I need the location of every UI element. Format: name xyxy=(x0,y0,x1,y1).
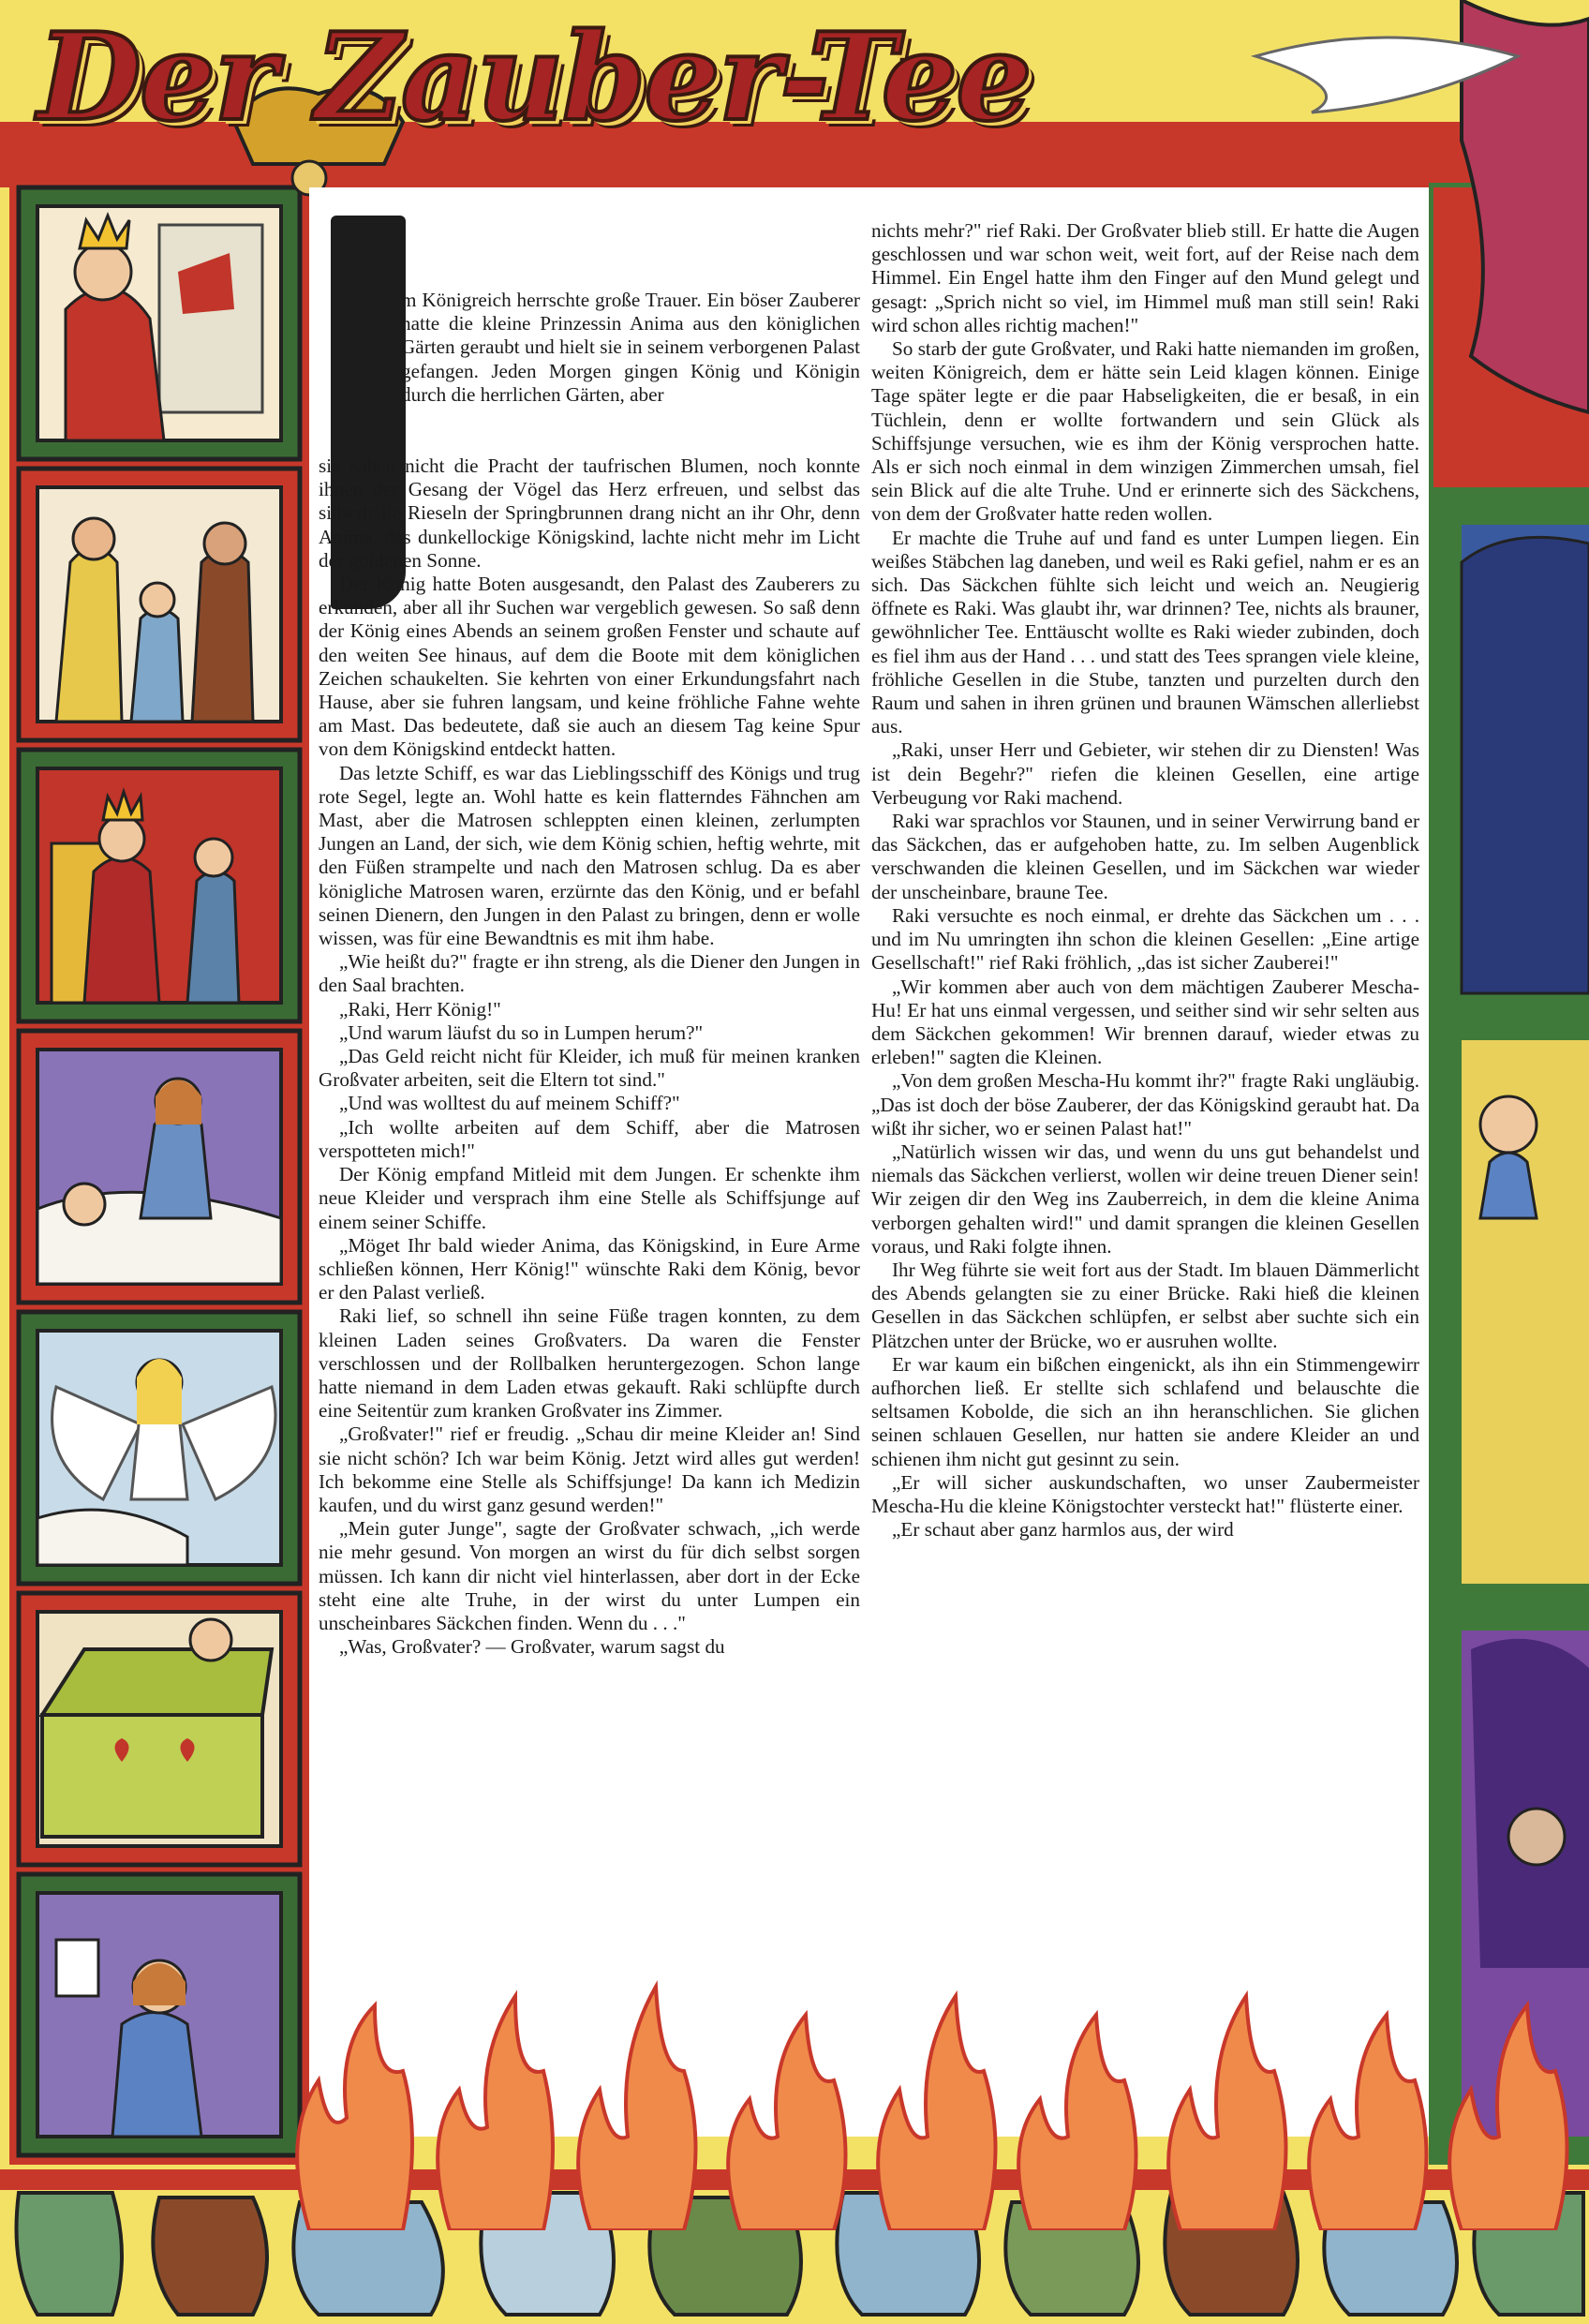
paragraph: „Möget Ihr bald wieder Anima, das Königskind, in Eure Arme schließen können, Herr König!" wünschte Raki dem König, bevor er den Palast verließ. xyxy=(319,1233,860,1304)
paragraph: Er machte die Truhe auf und fand es unter Lumpen liegen. Ein weißes Stäbchen lag daneben, und weil es Raki gefiel, nahm er es an sich. Das Säckchen fühlte sich leicht und weich an. Neugierig öffnete es Raki. Was glaubt ihr, war drinnen? Tee, nichts als brauner, gewöhnlicher Tee. Enttäuscht wollte es Raki wieder zubinden, doch es fiel ihm aus der Hand . . . und statt des Tees sprangen viele kleine, fröhliche Gesellen in die Stube, tanzten und purzelten durch den Raum und sahen in ihren grünen und braunen Wämschen allerliebst aus. xyxy=(871,526,1419,738)
paragraph: „Ich wollte arbeiten auf dem Schiff, aber die Matrosen verspotteten mich!" xyxy=(319,1115,860,1162)
illustration-matrosen xyxy=(19,469,300,740)
paragraph: „Er will sicher auskundschaften, wo unser Zaubermeister Mescha-Hu die kleine Königstochter versteckt hat!" flüsterte einer. xyxy=(871,1470,1419,1517)
paragraph: nichts mehr?" rief Raki. Der Großvater blieb still. Er hatte die Augen geschlossen und war schon weit, weit fort, auf der Reise nach dem Himmel. Ein Engel hatte ihm den Finger auf den Mund gelegt und gesagt: „Sprich nicht so viel, im Himmel muß man still sein! Raki wird schon alles richtig machen!" xyxy=(871,219,1419,336)
paragraph: „Natürlich wissen wir das, und wenn du uns gut behandelst und niemals das Säckchen verlierst, wollen wir deine treuen Diener sein! Wir zeigen dir den Weg ins Zauberreich, in dem die kleine Anima verborgen gehalten wird!" und damit sprangen die kleinen Gesellen voraus, und Raki folgte ihnen. xyxy=(871,1140,1419,1258)
paragraph: Er war kaum ein bißchen eingenickt, als ihn ein Stimmengewirr aufhorchen ließ. Er stellte sich schlafend und belauschte die seltsamen Kobolde, die sich an ihn heranschlichen. Sie glichen seinen schlauen Gesellen, nur hatten sie andere Kleider an und schienen ihm nicht gut gesinnt zu sein. xyxy=(871,1352,1419,1470)
paragraph: „Raki, Herr König!" xyxy=(339,997,501,1020)
illustration-grandfather-bed xyxy=(19,1031,300,1303)
paragraph: „Und warum läufst du so in Lumpen herum?" xyxy=(339,1020,704,1044)
paragraph: „Wie heißt du?" fragte er ihn streng, als die Diener den Jungen in den Saal brachten. xyxy=(319,950,860,997)
paragraph: Ihr Weg führte sie weit fort aus der Stadt. Im blauen Dämmerlicht des Abends gelangten sie zu einer Brücke. Raki hieß die kleinen Gesellen in das Säckchen schlüpfen, er selbst aber suchte sich ein Plätzchen unter der Brücke, wo er ausruhen wollte. xyxy=(871,1258,1419,1352)
paragraph: „Er schaut aber ganz harmlos aus, der wird xyxy=(892,1518,1234,1542)
illustration-king-window xyxy=(19,187,300,459)
paragraph: „Großvater!" rief er freudig. „Schau dir meine Kleider an! Sind sie nicht schön? Ich war beim König. Jetzt wird alles gut werden! Ich bekomme eine Stelle als Schiffsjunge! Da kann ich Medizin kaufen, und du wirst ganz gesund werden!" xyxy=(319,1423,860,1516)
paragraph: „Mein guter Junge", sagte der Großvater schwach, „ich werde nie mehr gesund. Von morgen an wirst du für dich selbst sorgen müssen. Ich kann dir nicht viel hinterlassen, aber dort in der Ecke steht eine alte Truhe, in der wirst du unter Lumpen ein unscheinbares Säckchen finden. Wenn du . . ." xyxy=(319,1517,860,1634)
paragraph: „Wir kommen aber auch von dem mächtigen Zauberer Mescha-Hu! Er hat uns einmal vergessen, und seither sind wir sehr selten aus dem Säckchen gekommen! Wir brennen darauf, wieder etwas zu erleben!" sagten die Kleinen. xyxy=(871,975,1419,1069)
paragraph: Raki war sprachlos vor Staunen, und in seiner Verwirrung band er das Säckchen, das er aufgehoben hatte, zu. Im selben Augenblick verschwanden die kleinen Gesellen, und im Säckchen war wieder der unscheinbare, braune Tee. xyxy=(871,810,1419,903)
paragraph: „Und was wolltest du auf meinem Schiff?" xyxy=(339,1092,680,1115)
illustration-throne xyxy=(19,750,300,1021)
paragraph: So starb der gute Großvater, und Raki hatte niemanden im großen, weiten Königreich, dem er hätte sein Leid klagen können. Einige Tage später legte er die paar Habseligkeiten, die er besaß, in ein Tüchlein, denn er wollte fortwandern und sein Glück als Schiffsjunge versuchen, wie es ihm der König versprochen hatte. Als er sich noch einmal in dem winzigen Zimmerchen umsah, fiel sein Blick auf die alte Truhe. Und er erinnerte sich des Säckchens, von dem der Großvater hatte reden wollen. xyxy=(871,337,1419,526)
paragraph: Raki lief, so schnell ihn seine Füße tragen konnten, zu dem kleinen Laden seines Großvaters. Da waren die Fenster verschlossen und der Rollbalken heruntergezogen. Schon lange hatte niemand in dem Laden etwas gekauft. Raki schlüpfte durch eine Seitentür zum kranken Großvater ins Zimmer. xyxy=(319,1304,860,1423)
paragraph: Das letzte Schiff, es war das Lieblingsschiff des Königs und trug rote Segel, legte an. Wohl hatte es kein flatterndes Fähnchen am Mast, aber die Matrosen schleppten einen kleinen, zerlumpten Jungen an Land, der sich, wie dem König schien, heftig wehrte, mit den Füßen strampelte und nach den Matrosen schlug. Da es aber königliche Matrosen waren, erzürnte das den König, und er befahl seinen Dienern, den Jungen in den Palast zu bringen, denn er wolle wissen, was für eine Bewandtnis es mit ihm habe. xyxy=(319,761,860,950)
column-1 xyxy=(319,454,860,1659)
column-2 xyxy=(871,219,1419,1542)
paragraph: „Das Geld reicht nicht für Kleider, ich muß für meinen kranken Großvater arbeiten, seit die Eltern tot sind." xyxy=(319,1045,860,1092)
paragraph: Raki versuchte es noch einmal, er drehte das Säckchen um . . . und im Nu umringten ihn schon die kleinen Gesellen: „Eine artige Gesellschaft!" rief Raki fröhlich, „das ist sicher Zauberei!" xyxy=(871,903,1419,975)
paragraph: sie sahen nicht die Pracht der taufrischen Blumen, noch konnte ihnen der Gesang der Vögel das Herz erfreuen, und selbst das silberhelle Rieseln der Springbrunnen drang nicht an ihr Ohr, denn Anima, das dunkellockige Königskind, lachte nicht mehr im Licht der goldenen Sonne. xyxy=(319,454,860,572)
paragraph: Der König hatte Boten ausgesandt, den Palast des Zauberers zu erkunden, aber all ihr Suchen war vergeblich gewesen. So saß denn der König eines Abends an seinem großen Fenster und schaute auf den weiten See hinaus, auf dem die Boote mit dem königlichen Zeichen schaukelten. Sie kehrten von einer Erkundungsfahrt nach Hause, aber sie fuhren langsam, und keine fröhliche Fahne wehte am Mast. Das bedeutete, daß sie auch an diesem Tag keine Spur von dem Königskind entdeckt hatten. xyxy=(319,573,860,761)
paragraph: „Raki, unser Herr und Gebieter, wir stehen dir zu Diensten! Was ist dein Begehr?" riefen die kleinen Gesellen, eine artige Verbeugung vor Raki machend. xyxy=(871,738,1419,809)
paragraph: Der König empfand Mitleid mit dem Jungen. Er schenkte ihm neue Kleider und versprach ihm eine Stelle als Schiffsjunge auf einem seiner Schiffe. xyxy=(319,1163,860,1233)
illustration-angel xyxy=(19,1312,300,1584)
paragraph: „Was, Großvater? — Großvater, warum sagst du xyxy=(339,1635,725,1659)
flames-decoration xyxy=(281,1930,1589,2230)
illustration-boy-sack xyxy=(19,1874,300,2155)
paragraph: „Von dem großen Mescha-Hu kommt ihr?" fragte Raki ungläubig. „Das ist doch der böse Zauberer, der das Königskind geraubt hat. Da wißt ihr sicher, wo er seinen Palast hat!" xyxy=(871,1069,1419,1140)
illustration-chest xyxy=(19,1593,300,1865)
story-title: Der Zauber-Tee xyxy=(37,7,1031,148)
paragraph: m Königreich herrschte große Trauer. Ein böser Zauberer hatte die kleine Prinzessin Anima aus den königlichen Gärten geraubt und hielt sie in seinem verborgenen Palast gefangen. Jeden Morgen gingen König und Königin durch die herrlichen Gärten, aber xyxy=(401,289,860,406)
column-1-opening xyxy=(401,289,860,407)
